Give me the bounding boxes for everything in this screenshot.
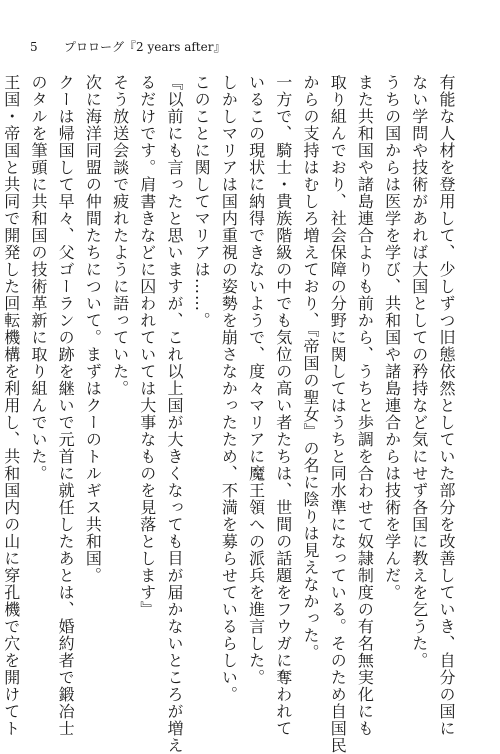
text-line-5: 取り組んでおり、社会保障の分野に関してはうちと同水準になっている。そのため自国民 [328,74,348,754]
text-line-11: 『以前にも言ったと思いますが、これ以上国が大きくなっても目が届かないところが増え [164,74,184,754]
page-number: 5 [30,40,38,54]
running-header [30,40,225,54]
text-line-3: うちの国からは医学を学び、共和国や諸島連合からは技術を学んだ。 [382,74,402,601]
text-line-6: からの支持はむしろ増えており、『帝国の聖女』の名に陰りは見えなかった。 [300,74,320,661]
text-line-12: るだけです。肩書きなどに囚われていては大事なものを見落とします』 [137,74,157,618]
text-line-1: 有能な人材を登用して、少しずつ旧態依然としていた部分を改善していき、自分の国に [437,74,456,737]
text-line-13: そう放送会談で疲れたように語っていた。 [110,74,130,397]
text-line-16: のタルを筆頭に共和国の技術革新に取り組んでいた。 [28,74,48,482]
text-line-14: 次に海洋同盟の仲間たちについて。まずはクーのトルギス共和国。 [83,74,103,584]
text-line-2: ない学問や技術があれば大国としての矜持など気にせず各国に教えを乞うた。 [409,74,429,669]
text-line-10: このことに関してマリアは……。 [192,74,212,329]
text-line-8: いるこの現状に納得できないようで、度々マリアに魔王領への派兵を進言した。 [246,74,266,686]
text-line-4: また共和国や諸島連合よりも前から、うちと歩調を合わせて奴隷制度の有名無実化にも [355,74,375,737]
text-line-7: 一方で、騎士・貴族階級の中でも気位の高い者たちは、世間の話題をフウガに奪われて [273,74,293,737]
text-line-15: クーは帰国して早々、父ゴーランの跡を継いで元首に就任したあとは、婚約者で鍛冶士 [56,74,76,737]
vertical-text-body [0,74,460,754]
text-line-9: しかしマリアは国内重視の姿勢を崩さなかったため、不満を募らせているらしい。 [219,74,239,703]
running-title: プロローグ『2 years after』 [64,40,226,54]
text-line-17: 王国・帝国と共同で開発した回転機構を利用し、共和国内の山に穿孔機で穴を開けてト [1,74,21,737]
